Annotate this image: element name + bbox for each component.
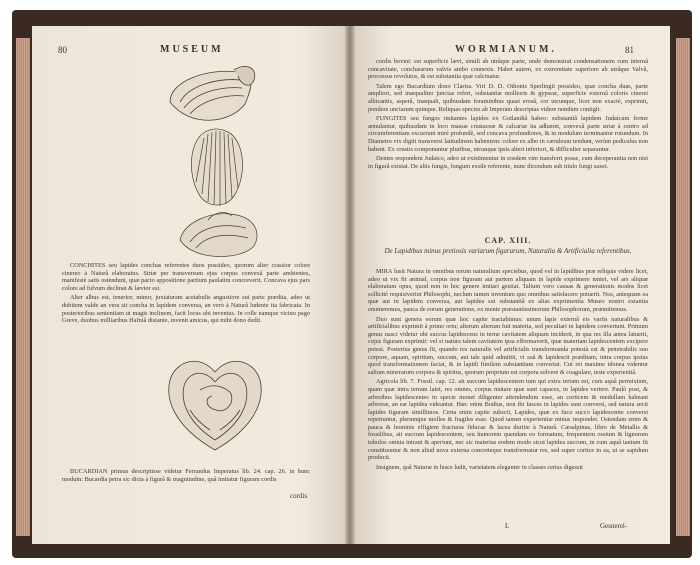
conchites-description: [62, 262, 310, 327]
caption-bucardia: BUCARDIAN primus descriptisse videtur Ferrandus Imperatus lib. 24. cap. 26. in hunc modum: Bucardia petra sic dicta à figurâ & magnitudine, quâ imitatur figuram cordis: [62, 468, 310, 483]
paragraph-duo-sunt: Duo sunt genera eorum quæ hoc capite tractabimus: unum lapis externâ eis variis naturalibus & artificialibus exprimit à primo ortu; alterum alterum fuit materia, sed peculiari in lapidem convertunt. Primum genus nasci videtur ubi succus lapidescens in terræ cavitatem aliquam inciderit, in qua res illa antea latuerit, cujus figuram exprimit: vel si natura talem cavitatem ipsa efformaverit, quæ materiam lapidescentem excipere potest. Posterius genus fit, quando res naturalis vel artificialis transformanda potestà est & penetrabilis suo corpore, aquam, spiritum, succum, aut tale quid admittit, vi suâ & lapidescit præditam, intra corpus ipsius quod transformationem faciat, & in lapidi fimilem substantiam convertat. Cui rei maxime idonea videntur salium minerarum corpora & spiritus, quorum proprium est corpora solvere & coagulare, teste experientiâ.: [368, 315, 648, 376]
caption-alter-albus: Alter albus est, tenerior, minor, juxtaturam acetabulis angustiore sui parte prædita, adeo ut dubitem valde an vera sit concha in lapidem conversa, an verò à Naturâ ludente ita fabricata. In posterioribus sententiam ut magis inclinem, facit locus ubi inventus. In colle namque vicino pago Greve, duobus milliaribus Hafniâ distante, invenit amicus, qui mihi dono dedit.: [62, 294, 310, 325]
paragraph-dentes: Dentes respondent Judaico, adeo ut existimentur in eosdem vim transferri posse, cum deceperantia non nisi in figurâ existat. De aliis fungis, fungum exsile referente, nunc dicendum sub titulo fungi saxei.: [368, 155, 648, 170]
right-page-number: 81: [625, 45, 634, 55]
shell-engravings: [150, 62, 290, 262]
paragraph-agricola: Agricola lib. 7. Fossil. cap. 12. ait succum lapidescentem tum qui extra terram est, cum aquâ permixtum, quam quæ intra terram latet, res omnes, corpus mutare quæ sunt capaces, in lapides vertere. Paulò post, & arboribus lapidescentes in specie monet diligenter attendendum esse, an corticem & medullam habeant arboreæ, an eæ lapidea videantur. Hæc enim Bodius, non ibi fasces in lapides sunt conversi, sed natura secit lapides figuram simillimos. Certa enim capite subscii, Lapides, quæ ex fuco succo lapidescente conversi reperiuntur, plerumque molles & fragiles esse. Quod tamen experientiæ minus respondet. Ostendam enim & pauca & hominis effigiem fracturas fiducae & lacea duritie à Naturâ. Cæsalpinus, libro de Metallis & fossilibus, ait succum lapidescentem, seu humorem quendam eo formatum, frequentem ossium & lignorum tubulos omnia intrant & aperiunt, nec sic materias eodem modo sicut lapidea succum, in cum aquâ tantum fit constituuntur & non aliud nova externa concreteque transformatur res, sed super cortice in ea, ut se sapidum producit.: [368, 378, 648, 462]
page-edges-left: [16, 38, 30, 536]
paragraph-talem-ego: Talem ego Bucardium dono Clariss. Viri D. D. Othonis Sperlingii possideo, quæ concha duas, parte ampliori, sed inæqualiter junctas refert, substantiæ mollioris & gypseæ, superficie externâ coloris cinerei albicantis, asperâ, inæquali, quibusdam foraminibus quasi erosâ, cor utcunque, licet non exactè, exprimit, pondere unciarum quinque. Reliquas species ab Imperato descriptas videre nondum contigit.: [368, 82, 648, 113]
paragraph-insignem: Insignem, quâ Naturæ in hisce ludit, varietatem eleganter in classes certas digessit: [376, 463, 583, 471]
bucardia-engraving: [160, 350, 270, 460]
paragraph-cordis-bovini: cordis bovini: est superficie lævi, simili ab utrâque parte, unde demonstrat condensationem cum internâ concavitate, conchæarum valvis ambo connexis. Habet autem, ex extremitate superiore ab utrâque Valvâ, processus revolutos, & est substantia quæ calcinatur.: [368, 58, 648, 81]
paragraph-mira-lusit: MIRA lusit Natura in omnibus rerum naturalium speciebus, quod vel in lapidibus præ reliquis videre licet, adeo ut vix fit animal, corpus non figuram aut partem aliquam in lapide exprimere tentet, vel ars aliquæ elaboratum opus, quod non in hoc genere imitari gestiat. Talium vero causas & generationis modos licet sollicitè requisiverint Philosophi, neclum tamen inventum quo omnibus satisfacere potuerit. Nos, antequam ea quæ aut in lapidem conversa, aut lapidea sui substantiâ ex alias exprimentia Museo nostro extantia enumeremus, pauca de eorum generatione, ex mente præstantissimorum Philosophorum, præmittemus.: [368, 268, 648, 313]
left-running-header: MUSEUM: [160, 44, 224, 55]
shell-engraving-1: [170, 66, 255, 120]
right-running-header: WORMIANUM.: [455, 44, 557, 55]
bucardia-description: [62, 468, 310, 485]
signature-mark: L: [505, 522, 510, 530]
shell-engraving-3: [180, 213, 257, 257]
chapter-title: CAP. XIII.: [484, 236, 532, 245]
left-catchword: cordis: [290, 492, 308, 500]
book-gutter: [345, 26, 355, 544]
paragraph-fungites: FUNGITES seu fungos imitantes lapides ex Gotlandiâ habeo: substantiâ lapidem Judaicum ferme æmulantur, quibusdam in loco massæ crustaceæ & calcariæ ita adhæret, convexâ parte striæ à centro ad circumferentiam excurrunt mirè profundè, sed concava profundiores, & in modulum terminantur rotundum. In Diametro vix digiti transversi latitudinem habentem: colore ex albo in cæruleum tendunt, verùm pediculus non habent. Ex crustis componuntur pluribus, utcunque ipsis alteri inferiori, & difficulter separantur.: [368, 115, 648, 153]
chapter-subtitle: De Lapidibus minus pretiosis variarum figurarum, Naturalia & Artificialia referentibus.: [384, 247, 632, 255]
page-edges-right: [676, 38, 690, 536]
right-page-upper-text: [368, 58, 648, 172]
shell-engraving-2: [191, 129, 242, 206]
right-page-lower-text: [368, 268, 648, 518]
caption-conchites: CONCHITES seu lapides conchas referentes duos possideo, quorum alter crassior colore cinereo à Naturâ elaboratus. Striæ per transversum ejus corpus convexâ parte ambientes, manifestè satis ostendunt, quæ pacto appositione partium paulatim concreverit. Concava ejus pars colore ad fulvum declinat & lævior est.: [62, 262, 310, 292]
left-page-number: 80: [58, 45, 67, 55]
right-catchword: Gesnerel-: [600, 522, 628, 530]
